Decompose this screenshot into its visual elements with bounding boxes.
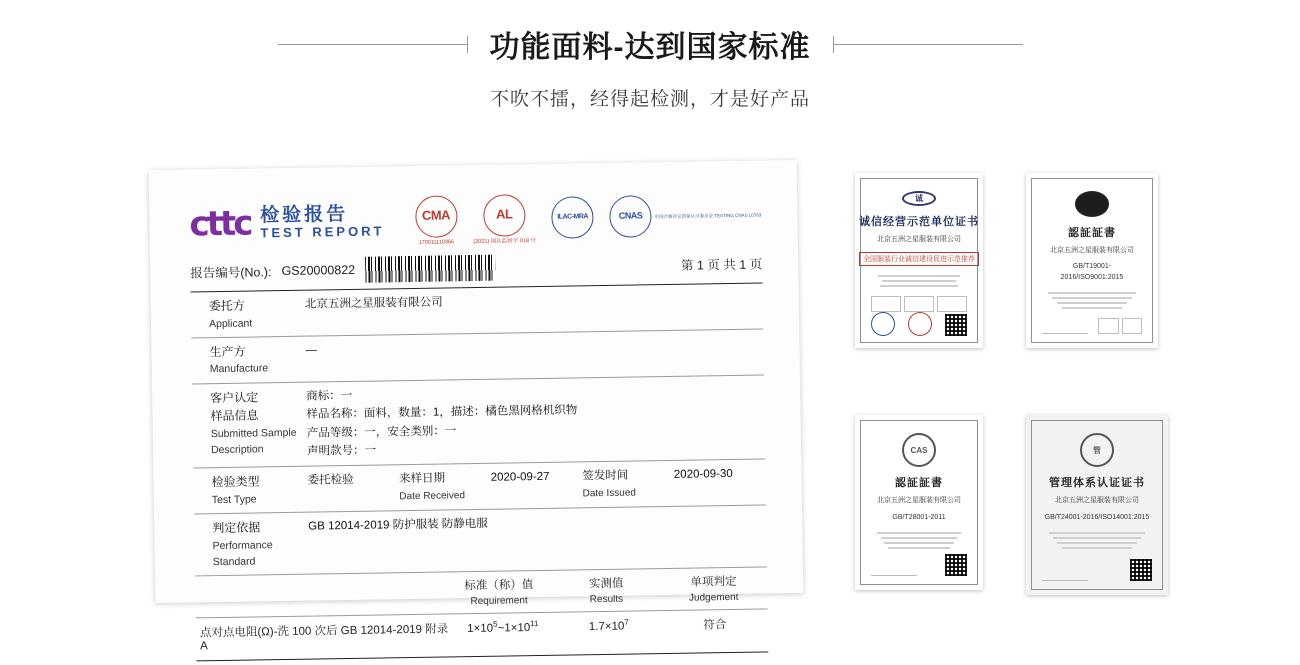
result-judgement: 符合 [703, 619, 727, 632]
page-header [0, 0, 1300, 111]
test-type-value: 委托检验 [307, 474, 354, 487]
certificate-company: 北京五洲之星服装有限公司 [877, 497, 961, 504]
test-report-card [149, 160, 804, 653]
title-rule-right [833, 44, 1023, 45]
requirement-header-cn: 标准（称）值 [464, 579, 534, 593]
seal-icon: CAS [902, 433, 936, 467]
sample-label-en-1: Submitted Sample [210, 426, 297, 441]
date-received-block: 来样日期 Date Received [399, 472, 466, 502]
signature-line [1042, 564, 1088, 581]
date-issued-block: 签发时间 Date Issued [582, 469, 637, 500]
certificate-footer [871, 312, 967, 336]
certificate-lines [1042, 529, 1152, 552]
cnas-mark-icon: CNAS 中国合格评定国家认可委员会 TESTING CNAS L0783 [609, 193, 761, 239]
table-row [192, 375, 765, 469]
qr-code-icon [945, 314, 967, 336]
results-header-en: Results [589, 593, 624, 606]
date-received-value: 2020-09-27 [490, 471, 550, 485]
title-row [0, 22, 1300, 66]
certificate-title: 認証証書 [1068, 226, 1116, 239]
certificate-standard: GB/T19001-2016/ISO9001:2015 [1060, 263, 1124, 281]
applicant-label-cn: 委托方 [208, 298, 245, 314]
test-type-label-cn: 检验类型 [211, 474, 260, 490]
barcode-image [365, 255, 495, 283]
result-value: $1.7\times 10^7$ [588, 618, 629, 634]
judgement-header-en: Judgement [688, 591, 739, 604]
manufacture-label-cn: 生产方 [209, 344, 246, 360]
certificate-title: 管理体系认证证书 [1049, 477, 1145, 489]
ctt-brand [189, 203, 385, 245]
requirement-header-en: Requirement [470, 595, 528, 608]
certificate-company: 北京五洲之星服装有限公司 [1055, 497, 1139, 504]
accreditation-marks [415, 190, 762, 246]
report-brand-cn: 检验报告 [260, 204, 349, 227]
certificate-boxes [1098, 318, 1142, 334]
seal-icon: 诚 [902, 191, 936, 206]
title-rule-left [278, 44, 468, 45]
certificate-lines [1042, 289, 1142, 312]
table-row [194, 505, 767, 576]
standard-label-en-1: Performance [212, 538, 273, 552]
sample-line: 产品等级：一，安全类别：一 [306, 424, 457, 440]
sample-label-cn-2: 样品信息 [210, 408, 259, 424]
sample-line: 样品名称：面料，数量：1，描述：橘色黑网格机织物 [306, 404, 578, 421]
signature-line [1042, 317, 1088, 334]
manufacture-label-en: Manufacture [209, 362, 269, 376]
result-item-name: 点对点电阻(Ω)-洗 100 次后 GB 12014-2019 附录 A [199, 623, 449, 653]
applicant-value: 北京五洲之星服装有限公司 [305, 283, 764, 336]
certificate-footer [1042, 559, 1152, 581]
report-number-value: GS20000822 [281, 262, 356, 279]
report-logo-row [189, 186, 762, 253]
certificate-company: 北京五洲之星服装有限公司 [877, 236, 961, 243]
seal-icon [1075, 191, 1109, 217]
sample-label-cn-1: 客户认定 [210, 390, 259, 405]
certificate-lines [871, 529, 967, 552]
standard-label-en-2: Standard [212, 555, 256, 569]
cttc-logo-icon: cttc [189, 203, 251, 245]
sample-line: 声明款号：一 [306, 444, 377, 458]
red-stamp-icon [908, 312, 932, 336]
certificate-title: 诚信经营示范单位证书 [859, 216, 979, 228]
certificate-recognition-1 [1026, 173, 1158, 348]
result-requirement: $1\times 10^5\sim 1\times 10^{11}$ [467, 619, 539, 636]
report-table [191, 283, 767, 576]
page-info: 第 1 页 共 1 页 [680, 257, 763, 273]
qr-code-icon [945, 554, 967, 576]
certificate-cas [855, 415, 983, 590]
standard-value: GB 12014-2019 防护服装 防静电服 [308, 505, 767, 574]
sample-line: 商标：一 [306, 389, 353, 403]
page-title: 功能面料-达到国家标准 [489, 31, 811, 64]
certificate-footer [1042, 312, 1142, 334]
certificate-footer [871, 554, 967, 576]
cma-mark-icon: CMA 170011110366 [415, 195, 458, 247]
qr-code-icon [1130, 559, 1152, 581]
test-type-label-en: Test Type [211, 493, 257, 507]
report-brand-en: TEST REPORT [260, 223, 385, 241]
certificate-title: 認証証書 [895, 477, 943, 489]
certificate-integrity [855, 173, 983, 348]
result-row [196, 610, 768, 655]
standard-label-cn: 判定依据 [212, 520, 261, 536]
certificate-standard: GB/T24001-2016/ISO14001:2015 [1044, 513, 1150, 521]
certificate-redbar: 全国服装行业诚信建设促进示范推荐 [859, 252, 979, 266]
certificate-company: 北京五洲之星服装有限公司 [1050, 246, 1134, 254]
cal-mark-icon: AL (2021) 国认监检字 018 号 [473, 194, 536, 246]
signature-line [871, 559, 917, 576]
blue-stamp-icon [871, 312, 895, 336]
certificate-boxes [871, 296, 967, 312]
sample-label-en-2: Description [210, 443, 264, 457]
ilac-mra-mark-icon: ILAC-MRA [551, 196, 594, 241]
certificate-lines [871, 272, 967, 290]
judgement-header-cn: 单项判定 [690, 576, 737, 589]
seal-icon: 管 [1080, 433, 1114, 467]
manufacture-value: — [305, 329, 764, 382]
page-subtitle: 不吹不擂，经得起检测，才是好产品 [489, 89, 810, 110]
report-number-label: 报告编号(No.): [190, 265, 272, 281]
results-header-cn: 实测值 [588, 577, 624, 591]
certificate-management-system [1026, 415, 1168, 595]
applicant-label-en: Applicant [208, 317, 253, 330]
certificate-standard: GB/T28001-2011 [892, 513, 946, 521]
date-issued-value: 2020-09-30 [673, 468, 733, 482]
